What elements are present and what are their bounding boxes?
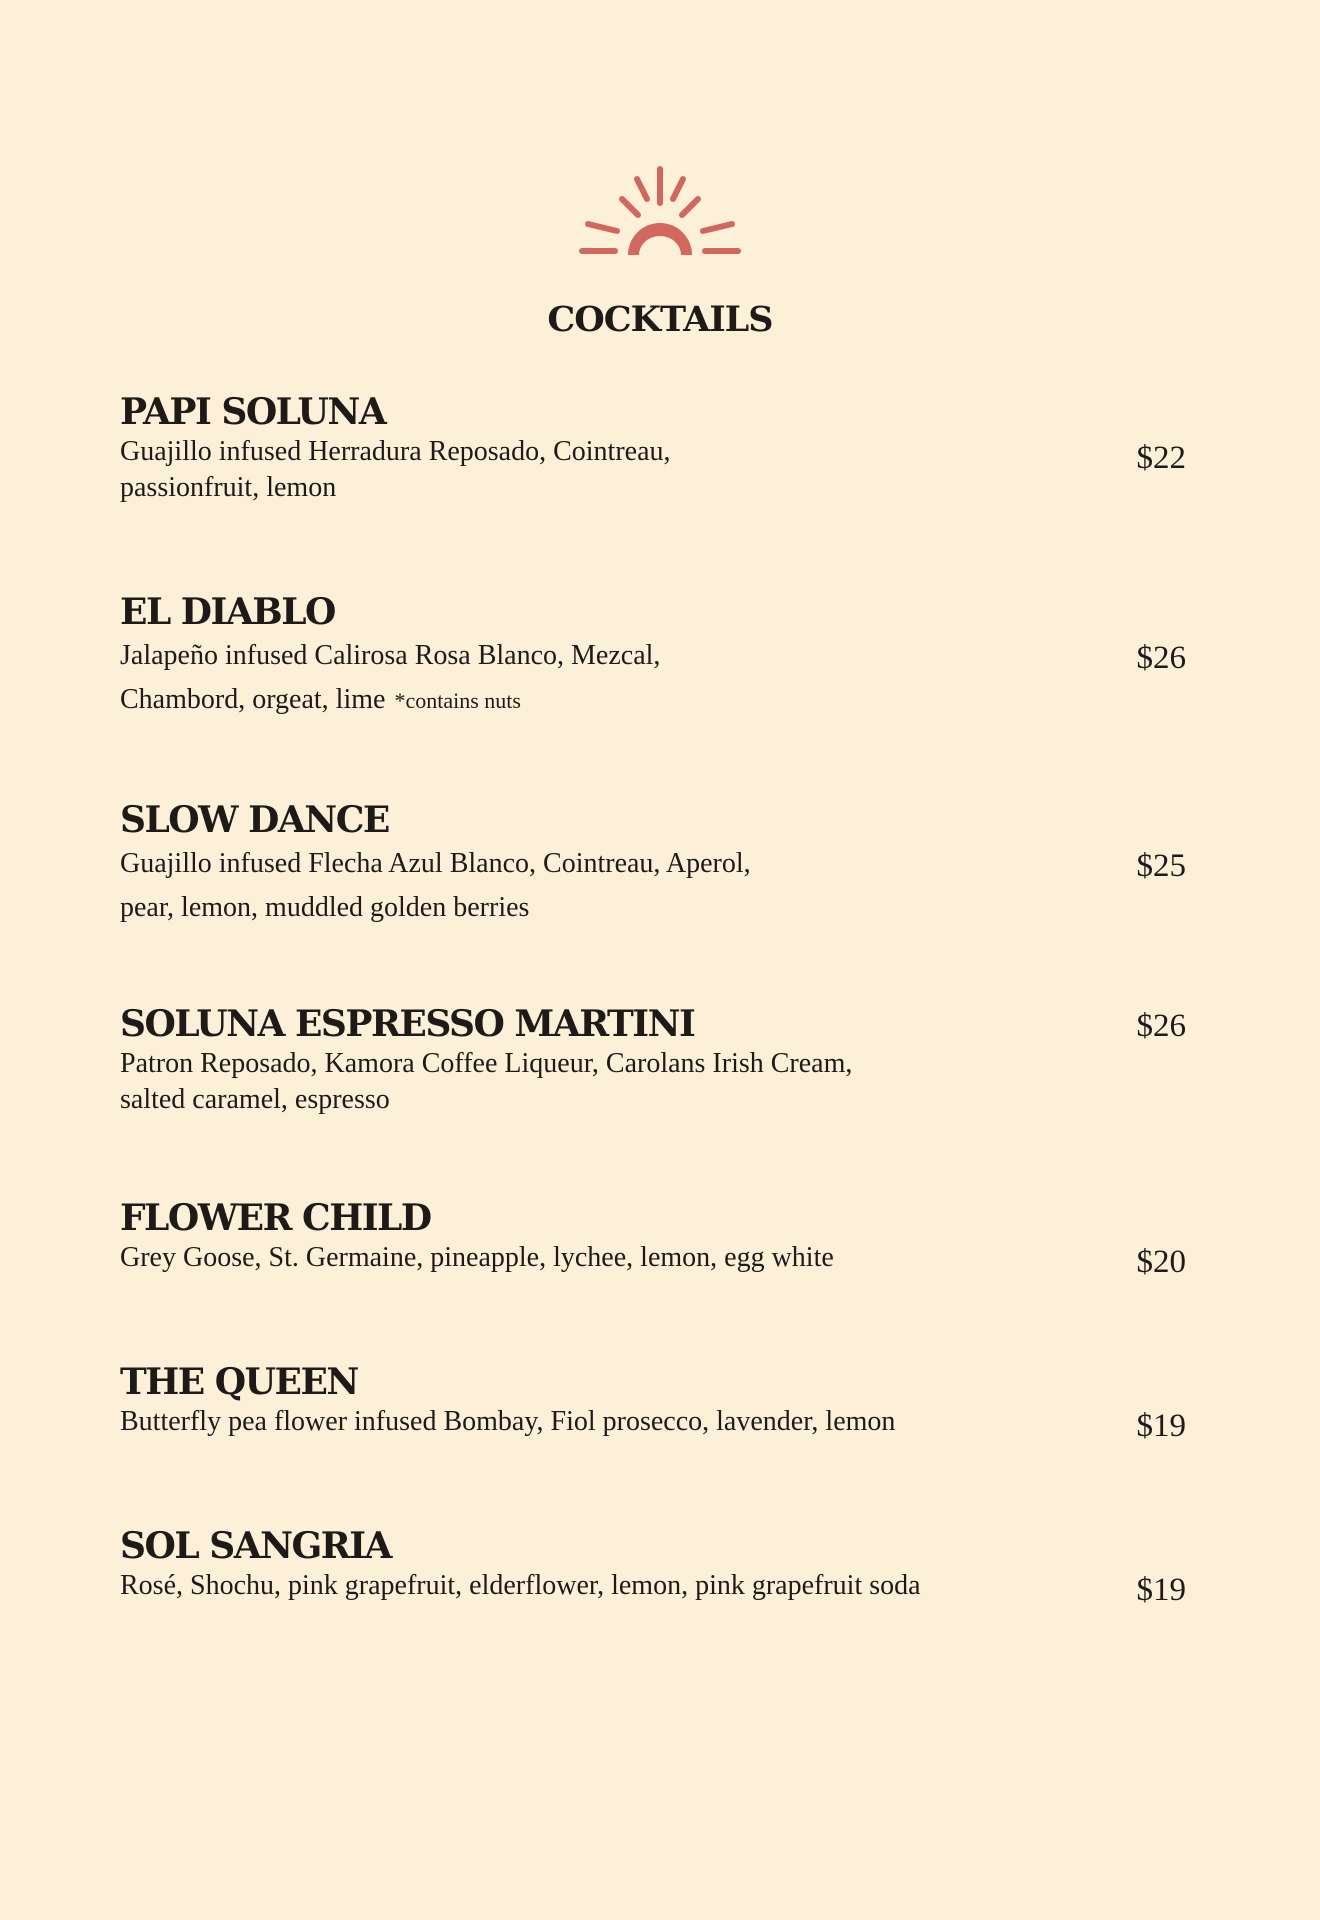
item-name: SOL SANGRIA xyxy=(120,1525,391,1567)
menu-item xyxy=(120,1525,1186,1608)
item-price: $19 xyxy=(1136,1408,1186,1444)
item-price: $25 xyxy=(1136,848,1186,884)
item-name: FLOWER CHILD xyxy=(120,1197,431,1239)
description-line: Rosé, Shochu, pink grapefruit, elderflower, lemon, pink grapefruit soda xyxy=(120,1570,921,1601)
menu-item xyxy=(120,1003,1186,1118)
description-line-text: Chambord, orgeat, lime xyxy=(120,684,386,715)
description-line: Grey Goose, St. Germaine, pineapple, lychee, lemon, egg white xyxy=(120,1242,834,1273)
description-line: salted caramel, espresso xyxy=(120,1084,390,1115)
description-line: Butterfly pea flower infused Bombay, Fiol prosecco, lavender, lemon xyxy=(120,1406,896,1437)
description-line: passionfruit, lemon xyxy=(120,472,337,503)
item-price: $19 xyxy=(1136,1572,1186,1608)
item-name: EL DIABLO xyxy=(120,591,335,633)
menu-item xyxy=(120,391,1186,506)
item-description xyxy=(120,1568,1060,1604)
menu-item xyxy=(120,591,1186,723)
menu-item xyxy=(120,799,1186,930)
item-name: SOLUNA ESPRESSO MARTINI xyxy=(120,1003,695,1045)
description-line: Guajillo infused Herradura Reposado, Cointreau, xyxy=(120,436,671,467)
item-price: $22 xyxy=(1136,440,1186,476)
item-description xyxy=(120,842,1060,930)
item-name: SLOW DANCE xyxy=(120,799,389,841)
item-name: PAPI SOLUNA xyxy=(120,391,386,433)
item-price: $26 xyxy=(1136,1008,1186,1044)
item-description xyxy=(120,434,1060,506)
description-line xyxy=(120,678,1060,723)
item-description xyxy=(120,634,1060,723)
item-name: THE QUEEN xyxy=(120,1361,358,1403)
description-line: Patron Reposado, Kamora Coffee Liqueur, Carolans Irish Cream, xyxy=(120,1048,853,1079)
description-line: Guajillo infused Flecha Azul Blanco, Cointreau, Aperol, xyxy=(120,848,751,879)
item-price: $20 xyxy=(1136,1244,1186,1280)
description-line: Jalapeño infused Calirosa Rosa Blanco, Mezcal, xyxy=(120,640,661,671)
item-description xyxy=(120,1404,1060,1440)
item-description xyxy=(120,1046,1060,1118)
description-line: pear, lemon, muddled golden berries xyxy=(120,892,530,923)
sun-icon xyxy=(575,163,745,263)
menu-title: COCKTAILS xyxy=(547,299,773,340)
allergen-note: *contains nuts xyxy=(394,688,521,713)
menu-item xyxy=(120,1361,1186,1444)
menu-item xyxy=(120,1197,1186,1280)
item-price: $26 xyxy=(1136,640,1186,676)
item-description xyxy=(120,1240,1060,1276)
